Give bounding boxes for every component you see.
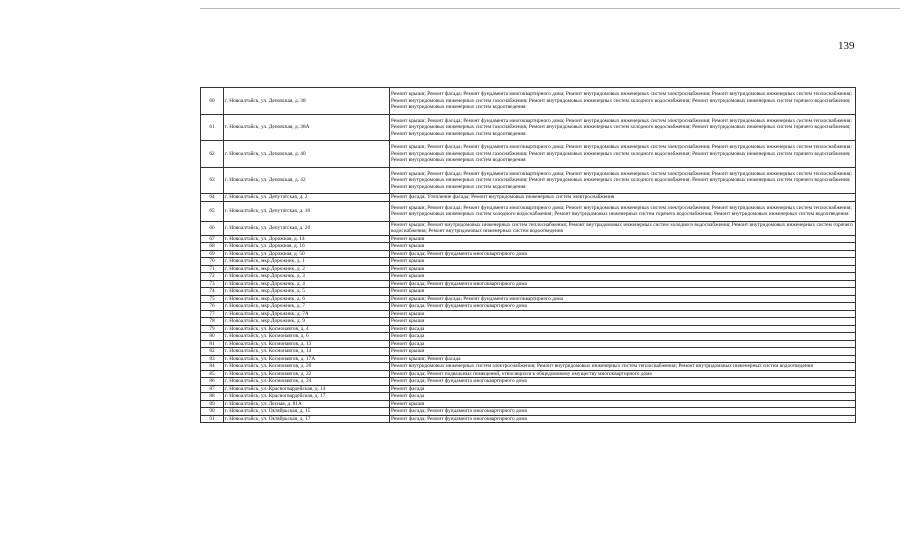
row-number: 67: [201, 235, 224, 243]
row-works: Ремонт крыши; Ремонт внутридомовых инженерных систем теплоснабжения; Ремонт внутридомовых инженерных систем холодного водоснабжения; Ремонт внутридомовых инженерных систем горячего водоснабжения; Ремонт внутридомовых инженерных систем водоотведения: [390, 222, 856, 236]
table-row: [201, 243, 856, 251]
row-number: 73: [201, 280, 224, 288]
row-address: г. Новоалтайск, ул. Космонавтов, д. 22: [224, 370, 390, 378]
row-address: г. Новоалтайск, ул. Дорожная, д. 14: [224, 235, 390, 243]
row-number: 85: [201, 370, 224, 378]
row-number: 61: [201, 114, 224, 141]
table-row: [201, 265, 856, 273]
table-row: [201, 222, 856, 236]
row-works: Ремонт крыши; Ремонт фасада; Ремонт фундамента многоквартирного дома; Ремонт внутридомовых инженерных систем электроснабжения; Ремонт внутридомовых инженерных систем теплоснабжения; Ремонт внутридомовых инженерных систем газоснабжения; Ремонт внутридомовых инженерных систем холодного водоснабжения; Ремонт внутридомовых инженерных систем горячего водоснабжения; Ремонт внутридомовых инженерных систем водоотведения: [390, 141, 856, 168]
table-row: [201, 408, 856, 416]
table-row: [201, 288, 856, 296]
row-number: 79: [201, 325, 224, 333]
table-row: [201, 141, 856, 168]
row-works: Ремонт крыши: [390, 400, 856, 408]
row-address: г. Новоалтайск, ул. Космонавтов, д. 13: [224, 340, 390, 348]
row-works: Ремонт крыши: [390, 243, 856, 251]
row-number: 80: [201, 333, 224, 341]
row-works: Ремонт фасада: [390, 340, 856, 348]
row-number: 81: [201, 340, 224, 348]
table-row: [201, 114, 856, 141]
table-row: [201, 167, 856, 194]
table-row: [201, 295, 856, 303]
row-number: 88: [201, 393, 224, 401]
repair-table-body: [201, 88, 856, 423]
table-row: [201, 400, 856, 408]
table-row: [201, 325, 856, 333]
table-row: [201, 310, 856, 318]
row-works: Ремонт фасада; Ремонт фундамента многоквартирного дома: [390, 280, 856, 288]
row-number: 69: [201, 250, 224, 258]
table-row: [201, 333, 856, 341]
row-address: г. Новоалтайск, ул. Деповская, д. 38А: [224, 114, 390, 141]
row-address: г. Новоалтайск, ул. Дорожная, д. 16: [224, 243, 390, 251]
table-row: [201, 318, 856, 326]
repair-table: [200, 87, 856, 423]
row-address: г. Новоалтайск, ул. Деповская, д. 38: [224, 88, 390, 115]
table-row: [201, 201, 856, 221]
row-number: 65: [201, 201, 224, 221]
row-address: г. Новоалтайск, ул. Деповская, д. 42: [224, 167, 390, 194]
row-works: Ремонт фасада; Ремонт фундамента многоквартирного дома: [390, 415, 856, 423]
row-number: 70: [201, 258, 224, 266]
row-number: 90: [201, 408, 224, 416]
row-address: г. Новоалтайск, мкр.Дорожник, д. 9: [224, 318, 390, 326]
row-address: г. Новоалтайск, мкр.Дорожник, д. 5: [224, 288, 390, 296]
table-row: [201, 415, 856, 423]
row-number: 87: [201, 385, 224, 393]
table-row: [201, 355, 856, 363]
row-works: Ремонт крыши: [390, 258, 856, 266]
row-works: Ремонт крыши; Ремонт фасада; Ремонт фундамента многоквартирного дома; Ремонт внутридомовых инженерных систем электроснабжения; Ремонт внутридомовых инженерных систем теплоснабжения; Ремонт внутридомовых инженерных систем газоснабжения; Ремонт внутридомовых инженерных систем холодного водоснабжения; Ремонт внутридомовых инженерных систем горячего водоснабжения; Ремонт внутридомовых инженерных систем водоотведения: [390, 114, 856, 141]
row-address: г. Новоалтайск, ул. Депутатская, д. 20: [224, 222, 390, 236]
row-works: Ремонт крыши: [390, 310, 856, 318]
row-address: г. Новоалтайск, мкр.Дорожник, д. 7А: [224, 310, 390, 318]
row-number: 89: [201, 400, 224, 408]
row-works: Ремонт фасада: [390, 325, 856, 333]
row-address: г. Новоалтайск, ул. Красногвардейская, д. 14: [224, 385, 390, 393]
row-works: Ремонт крыши: [390, 235, 856, 243]
row-address: г. Новоалтайск, мкр.Дорожник, д. 4: [224, 280, 390, 288]
table-row: [201, 340, 856, 348]
row-number: 66: [201, 222, 224, 236]
row-number: 74: [201, 288, 224, 296]
row-address: г. Новоалтайск, ул. Космонавтов, д. 6: [224, 333, 390, 341]
row-number: 75: [201, 295, 224, 303]
row-works: Ремонт крыши: [390, 288, 856, 296]
row-works: Ремонт крыши; Ремонт фасада: [390, 355, 856, 363]
table-row: [201, 273, 856, 281]
page-number: 139: [838, 40, 855, 52]
table-row: [201, 370, 856, 378]
row-address: г. Новоалтайск, ул. Депутатская, д. 2: [224, 194, 390, 202]
row-address: г. Новоалтайск, ул. Дорожная, д. 50: [224, 250, 390, 258]
row-address: г. Новоалтайск, ул. Космонавтов, д. 14: [224, 348, 390, 356]
table-row: [201, 363, 856, 371]
row-works: Ремонт крыши; Ремонт фасада; Ремонт фундамента многоквартирного дома; Ремонт внутридомовых инженерных систем электроснабжения; Ремонт внутридомовых инженерных систем теплоснабжения; Ремонт внутридомовых инженерных систем газоснабжения; Ремонт внутридомовых инженерных систем холодного водоснабжения; Ремонт внутридомовых инженерных систем горячего водоснабжения; Ремонт внутридомовых инженерных систем водоотведения: [390, 167, 856, 194]
row-number: 64: [201, 194, 224, 202]
scan-top-line: [200, 8, 900, 9]
row-number: 77: [201, 310, 224, 318]
table-row: [201, 88, 856, 115]
row-address: г. Новоалтайск, ул. Депутатская, д. 10: [224, 201, 390, 221]
table-row: [201, 250, 856, 258]
row-address: г. Новоалтайск, мкр.Дорожник, д. 6: [224, 295, 390, 303]
row-works: Ремонт крыши: [390, 273, 856, 281]
row-number: 82: [201, 348, 224, 356]
row-number: 84: [201, 363, 224, 371]
row-works: Ремонт внутридомовых инженерных систем электроснабжения; Ремонт внутридомовых инженерных систем теплоснабжения; Ремонт внутридомовых инженерных систем водоотведения: [390, 363, 856, 371]
table-row: [201, 194, 856, 202]
row-address: г. Новоалтайск, ул. Красногвардейская, д. 17: [224, 393, 390, 401]
table-row: [201, 393, 856, 401]
table-row: [201, 378, 856, 386]
row-works: Ремонт фасада; Ремонт подвальных помещений, относящихся к общедомовому имуществу многоквартирного дома: [390, 370, 856, 378]
row-address: г. Новоалтайск, мкр.Дорожник, д. 3: [224, 273, 390, 281]
row-works: Ремонт крыши: [390, 318, 856, 326]
row-address: г. Новоалтайск, ул. Деповская, д. 40: [224, 141, 390, 168]
row-works: Ремонт фасада; Утепление фасада; Ремонт внутридомовых инженерных систем электроснабжения: [390, 194, 856, 202]
row-number: 86: [201, 378, 224, 386]
row-address: г. Новоалтайск, ул. Октябрьская, д. 17: [224, 415, 390, 423]
row-number: 78: [201, 318, 224, 326]
row-number: 76: [201, 303, 224, 311]
row-number: 91: [201, 415, 224, 423]
row-address: г. Новоалтайск, ул. Космонавтов, д. 20: [224, 363, 390, 371]
row-works: Ремонт фасада; Ремонт фундамента многоквартирного дома: [390, 408, 856, 416]
table-row: [201, 235, 856, 243]
row-number: 60: [201, 88, 224, 115]
row-address: г. Новоалтайск, ул. Космонавтов, д. 4: [224, 325, 390, 333]
row-works: Ремонт фасада; Ремонт фундамента многоквартирного дома: [390, 378, 856, 386]
row-works: Ремонт крыши: [390, 348, 856, 356]
row-number: 83: [201, 355, 224, 363]
table-row: [201, 385, 856, 393]
row-works: Ремонт фасада: [390, 333, 856, 341]
row-works: Ремонт фасада: [390, 385, 856, 393]
row-address: г. Новоалтайск, ул. Октябрьская, д. 15: [224, 408, 390, 416]
table-row: [201, 280, 856, 288]
table-row: [201, 258, 856, 266]
row-works: Ремонт крыши; Ремонт фасада; Ремонт фундамента многоквартирного дома; Ремонт внутридомовых инженерных систем электроснабжения; Ремонт внутридомовых инженерных систем теплоснабжения; Ремонт внутридомовых инженерных систем газоснабжения; Ремонт внутридомовых инженерных систем холодного водоснабжения; Ремонт внутридомовых инженерных систем горячего водоснабжения; Ремонт внутридомовых инженерных систем водоотведения: [390, 88, 856, 115]
row-number: 62: [201, 141, 224, 168]
row-address: г. Новоалтайск, ул. Космонавтов, д. 17А: [224, 355, 390, 363]
row-works: Ремонт крыши: [390, 265, 856, 273]
table-row: [201, 348, 856, 356]
row-address: г. Новоалтайск, мкр.Дорожник, д. 7: [224, 303, 390, 311]
table-row: [201, 303, 856, 311]
row-works: Ремонт крыши; Ремонт фасада; Ремонт фундамента многоквартирного дома: [390, 295, 856, 303]
row-number: 68: [201, 243, 224, 251]
row-works: Ремонт крыши; Ремонт фасада; Ремонт фундамента многоквартирного дома; Ремонт внутридомовых инженерных систем электроснабжения; Ремонт внутридомовых инженерных систем теплоснабжения; Ремонт внутридомовых инженерных систем холодного водоснабжения; Ремонт внутридомовых инженерных систем горячего водоснабжения; Ремонт внутридомовых инженерных систем водоотведения: [390, 201, 856, 221]
row-address: г. Новоалтайск, ул. Лесная, д. 81А: [224, 400, 390, 408]
row-number: 71: [201, 265, 224, 273]
row-number: 63: [201, 167, 224, 194]
row-address: г. Новоалтайск, мкр.Дорожник, д. 2: [224, 265, 390, 273]
row-works: Ремонт фасада; Ремонт фундамента многоквартирного дома: [390, 250, 856, 258]
row-number: 72: [201, 273, 224, 281]
row-address: г. Новоалтайск, мкр.Дорожник, д. 1: [224, 258, 390, 266]
row-works: Ремонт фасада; Ремонт фундамента многоквартирного дома: [390, 303, 856, 311]
row-works: Ремонт фасада: [390, 393, 856, 401]
row-address: г. Новоалтайск, ул. Космонавтов, д. 24: [224, 378, 390, 386]
